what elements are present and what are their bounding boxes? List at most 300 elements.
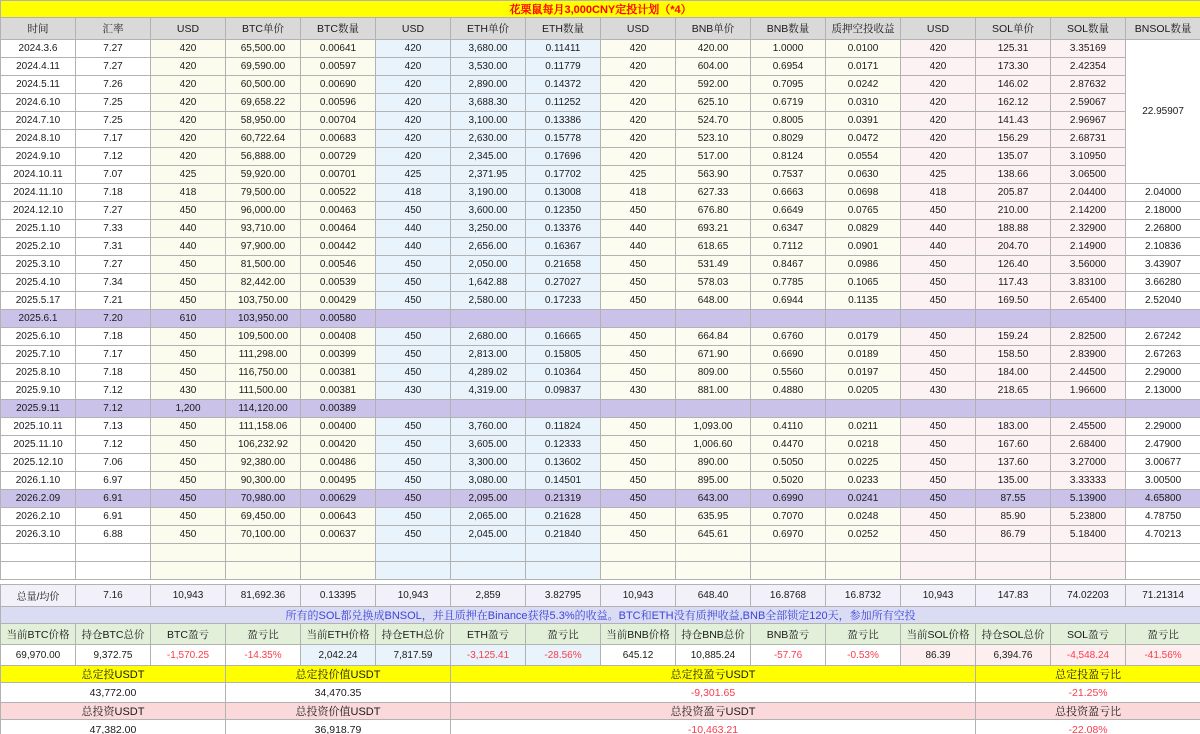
- data-cell[interactable]: 890.00: [676, 454, 751, 472]
- column-header-11[interactable]: 质押空投收益: [826, 18, 901, 40]
- data-cell[interactable]: 159.24: [976, 328, 1051, 346]
- data-cell[interactable]: 450: [151, 508, 226, 526]
- data-cell[interactable]: 3,600.00: [451, 202, 526, 220]
- data-cell[interactable]: 103,950.00: [226, 310, 301, 328]
- data-cell[interactable]: 0.6760: [751, 328, 826, 346]
- column-header-3[interactable]: BTC单价: [226, 18, 301, 40]
- data-cell[interactable]: 0.13376: [526, 220, 601, 238]
- data-cell[interactable]: 0.0252: [826, 526, 901, 544]
- investment-total-value[interactable]: -22.08%: [976, 720, 1200, 734]
- data-cell[interactable]: 450: [151, 328, 226, 346]
- dca-total-value[interactable]: 43,772.00: [1, 683, 226, 703]
- data-cell[interactable]: 188.88: [976, 220, 1051, 238]
- data-cell[interactable]: 517.00: [676, 148, 751, 166]
- data-cell[interactable]: 625.10: [676, 94, 751, 112]
- data-cell[interactable]: [826, 562, 901, 580]
- data-cell[interactable]: 92,380.00: [226, 454, 301, 472]
- data-cell[interactable]: 162.12: [976, 94, 1051, 112]
- data-cell[interactable]: 420: [901, 94, 976, 112]
- data-cell[interactable]: 0.7112: [751, 238, 826, 256]
- data-cell[interactable]: [676, 310, 751, 328]
- column-header-13[interactable]: SOL单价: [976, 18, 1051, 40]
- data-cell[interactable]: 1,006.60: [676, 436, 751, 454]
- data-cell[interactable]: [76, 544, 151, 562]
- data-cell[interactable]: 2.26800: [1126, 220, 1200, 238]
- date-cell[interactable]: 2025.6.10: [1, 328, 76, 346]
- data-cell[interactable]: [1051, 544, 1126, 562]
- data-cell[interactable]: 0.10364: [526, 364, 601, 382]
- summary-header-3[interactable]: 盈亏比: [226, 624, 301, 645]
- data-cell[interactable]: 450: [601, 472, 676, 490]
- data-cell[interactable]: 0.0179: [826, 328, 901, 346]
- date-cell[interactable]: 2024.3.6: [1, 40, 76, 58]
- data-cell[interactable]: 0.8467: [751, 256, 826, 274]
- data-cell[interactable]: 420: [376, 76, 451, 94]
- data-cell[interactable]: 0.6954: [751, 58, 826, 76]
- data-cell[interactable]: 440: [376, 220, 451, 238]
- summary-value[interactable]: 6,394.76: [976, 645, 1051, 666]
- data-cell[interactable]: 430: [151, 382, 226, 400]
- data-cell[interactable]: 450: [151, 346, 226, 364]
- data-cell[interactable]: 7.26: [76, 76, 151, 94]
- data-cell[interactable]: 0.4880: [751, 382, 826, 400]
- data-cell[interactable]: 3,605.00: [451, 436, 526, 454]
- data-cell[interactable]: 0.6690: [751, 346, 826, 364]
- totals-cell[interactable]: 7.16: [76, 585, 151, 607]
- data-cell[interactable]: 0.16665: [526, 328, 601, 346]
- data-cell[interactable]: 0.16367: [526, 238, 601, 256]
- data-cell[interactable]: 0.6663: [751, 184, 826, 202]
- data-cell[interactable]: 420: [151, 94, 226, 112]
- data-cell[interactable]: 183.00: [976, 418, 1051, 436]
- data-cell[interactable]: 2.96967: [1051, 112, 1126, 130]
- data-cell[interactable]: 2.45500: [1051, 418, 1126, 436]
- column-header-7[interactable]: ETH数量: [526, 18, 601, 40]
- dca-total-value[interactable]: -9,301.65: [451, 683, 976, 703]
- investment-total-header[interactable]: 总投资价值USDT: [226, 703, 451, 720]
- data-cell[interactable]: 3.56000: [1051, 256, 1126, 274]
- summary-header-0[interactable]: 当前BTC价格: [1, 624, 76, 645]
- data-cell[interactable]: 5.23800: [1051, 508, 1126, 526]
- data-cell[interactable]: 610: [151, 310, 226, 328]
- data-cell[interactable]: 82,442.00: [226, 274, 301, 292]
- data-cell[interactable]: 3,300.00: [451, 454, 526, 472]
- summary-header-4[interactable]: 当前ETH价格: [301, 624, 376, 645]
- data-cell[interactable]: 141.43: [976, 112, 1051, 130]
- data-cell[interactable]: [901, 310, 976, 328]
- summary-header-14[interactable]: SOL盈亏: [1051, 624, 1126, 645]
- data-cell[interactable]: 4,319.00: [451, 382, 526, 400]
- summary-value[interactable]: 9,372.75: [76, 645, 151, 666]
- data-cell[interactable]: 430: [601, 382, 676, 400]
- data-cell[interactable]: [1126, 544, 1200, 562]
- data-cell[interactable]: 420: [376, 130, 451, 148]
- data-cell[interactable]: 7.18: [76, 328, 151, 346]
- dca-total-value[interactable]: -21.25%: [976, 683, 1200, 703]
- data-cell[interactable]: 2.67263: [1126, 346, 1200, 364]
- data-cell[interactable]: 523.10: [676, 130, 751, 148]
- data-cell[interactable]: 0.4470: [751, 436, 826, 454]
- data-cell[interactable]: 450: [901, 526, 976, 544]
- data-cell[interactable]: 0.15778: [526, 130, 601, 148]
- data-cell[interactable]: [751, 400, 826, 418]
- data-cell[interactable]: 3,680.00: [451, 40, 526, 58]
- data-cell[interactable]: 7.17: [76, 130, 151, 148]
- data-cell[interactable]: 420: [601, 148, 676, 166]
- data-cell[interactable]: 450: [376, 526, 451, 544]
- data-cell[interactable]: 440: [601, 220, 676, 238]
- data-cell[interactable]: [376, 310, 451, 328]
- data-cell[interactable]: 2.14200: [1051, 202, 1126, 220]
- summary-header-1[interactable]: 持仓BTC总价: [76, 624, 151, 645]
- data-cell[interactable]: 2,371.95: [451, 166, 526, 184]
- data-cell[interactable]: 0.00399: [301, 346, 376, 364]
- data-cell[interactable]: 450: [901, 490, 976, 508]
- data-cell[interactable]: 205.87: [976, 184, 1051, 202]
- data-cell[interactable]: 7.12: [76, 382, 151, 400]
- data-cell[interactable]: 0.7070: [751, 508, 826, 526]
- data-cell[interactable]: 0.0698: [826, 184, 901, 202]
- summary-value[interactable]: -28.56%: [526, 645, 601, 666]
- summary-value[interactable]: 10,885.24: [676, 645, 751, 666]
- data-cell[interactable]: 0.00381: [301, 382, 376, 400]
- data-cell[interactable]: 7.20: [76, 310, 151, 328]
- data-cell[interactable]: 0.0171: [826, 58, 901, 76]
- data-cell[interactable]: 0.00429: [301, 292, 376, 310]
- data-cell[interactable]: 58,950.00: [226, 112, 301, 130]
- investment-total-value[interactable]: -10,463.21: [451, 720, 976, 734]
- data-cell[interactable]: [151, 562, 226, 580]
- data-cell[interactable]: 420: [376, 58, 451, 76]
- data-cell[interactable]: 169.50: [976, 292, 1051, 310]
- data-cell[interactable]: 3,190.00: [451, 184, 526, 202]
- data-cell[interactable]: 173.30: [976, 58, 1051, 76]
- data-cell[interactable]: 125.31: [976, 40, 1051, 58]
- data-cell[interactable]: 7.21: [76, 292, 151, 310]
- data-cell[interactable]: 7.18: [76, 184, 151, 202]
- totals-cell[interactable]: 0.13395: [301, 585, 376, 607]
- summary-value[interactable]: -57.76: [751, 645, 826, 666]
- date-cell[interactable]: 2025.8.10: [1, 364, 76, 382]
- data-cell[interactable]: 420: [601, 76, 676, 94]
- column-header-15[interactable]: BNSOL数量: [1126, 18, 1200, 40]
- data-cell[interactable]: 126.40: [976, 256, 1051, 274]
- data-cell[interactable]: 167.60: [976, 436, 1051, 454]
- date-cell[interactable]: 2025.5.17: [1, 292, 76, 310]
- data-cell[interactable]: 440: [601, 238, 676, 256]
- totals-cell[interactable]: 648.40: [676, 585, 751, 607]
- bnsol-merged-cell[interactable]: 22.95907: [1126, 40, 1200, 184]
- data-cell[interactable]: 0.0391: [826, 112, 901, 130]
- totals-cell[interactable]: 147.83: [976, 585, 1051, 607]
- column-header-12[interactable]: USD: [901, 18, 976, 40]
- data-cell[interactable]: 0.5050: [751, 454, 826, 472]
- data-cell[interactable]: 2.47900: [1126, 436, 1200, 454]
- data-cell[interactable]: 450: [901, 274, 976, 292]
- data-cell[interactable]: 0.0472: [826, 130, 901, 148]
- data-cell[interactable]: 3.33333: [1051, 472, 1126, 490]
- summary-header-7[interactable]: 盈亏比: [526, 624, 601, 645]
- data-cell[interactable]: 0.6944: [751, 292, 826, 310]
- data-cell[interactable]: 420: [901, 130, 976, 148]
- date-cell[interactable]: 2025.9.10: [1, 382, 76, 400]
- data-cell[interactable]: 2.04000: [1126, 184, 1200, 202]
- data-cell[interactable]: 0.7095: [751, 76, 826, 94]
- data-cell[interactable]: 420.00: [676, 40, 751, 58]
- data-cell[interactable]: 3.35169: [1051, 40, 1126, 58]
- data-cell[interactable]: 0.14372: [526, 76, 601, 94]
- data-cell[interactable]: 56,888.00: [226, 148, 301, 166]
- data-cell[interactable]: 1.96600: [1051, 382, 1126, 400]
- data-cell[interactable]: 0.09837: [526, 382, 601, 400]
- data-cell[interactable]: 2,580.00: [451, 292, 526, 310]
- data-cell[interactable]: 79,500.00: [226, 184, 301, 202]
- data-cell[interactable]: 0.00701: [301, 166, 376, 184]
- data-cell[interactable]: [751, 544, 826, 562]
- data-cell[interactable]: 420: [151, 76, 226, 94]
- data-cell[interactable]: 1,200: [151, 400, 226, 418]
- data-cell[interactable]: 0.00641: [301, 40, 376, 58]
- data-cell[interactable]: [901, 400, 976, 418]
- data-cell[interactable]: 450: [376, 346, 451, 364]
- data-cell[interactable]: 420: [151, 58, 226, 76]
- data-cell[interactable]: 135.00: [976, 472, 1051, 490]
- date-cell[interactable]: 2026.2.10: [1, 508, 76, 526]
- data-cell[interactable]: 0.1135: [826, 292, 901, 310]
- data-cell[interactable]: [676, 562, 751, 580]
- data-cell[interactable]: 420: [376, 112, 451, 130]
- data-cell[interactable]: 420: [151, 148, 226, 166]
- data-cell[interactable]: [601, 400, 676, 418]
- summary-header-8[interactable]: 当前BNB价格: [601, 624, 676, 645]
- data-cell[interactable]: 0.00729: [301, 148, 376, 166]
- data-cell[interactable]: [976, 544, 1051, 562]
- data-cell[interactable]: 0.00408: [301, 328, 376, 346]
- data-cell[interactable]: 2.52040: [1126, 292, 1200, 310]
- totals-cell[interactable]: 74.02203: [1051, 585, 1126, 607]
- data-cell[interactable]: 184.00: [976, 364, 1051, 382]
- data-cell[interactable]: 2.67242: [1126, 328, 1200, 346]
- data-cell[interactable]: [1126, 400, 1200, 418]
- data-cell[interactable]: 0.0765: [826, 202, 901, 220]
- data-cell[interactable]: 3,688.30: [451, 94, 526, 112]
- column-header-4[interactable]: BTC数量: [301, 18, 376, 40]
- data-cell[interactable]: 450: [901, 328, 976, 346]
- data-cell[interactable]: 1.0000: [751, 40, 826, 58]
- data-cell[interactable]: [526, 310, 601, 328]
- data-cell[interactable]: 430: [901, 382, 976, 400]
- data-cell[interactable]: [451, 400, 526, 418]
- data-cell[interactable]: [376, 562, 451, 580]
- data-cell[interactable]: 2,045.00: [451, 526, 526, 544]
- data-cell[interactable]: [751, 310, 826, 328]
- data-cell[interactable]: 0.00495: [301, 472, 376, 490]
- data-cell[interactable]: 0.21658: [526, 256, 601, 274]
- data-cell[interactable]: 7.07: [76, 166, 151, 184]
- summary-header-10[interactable]: BNB盈亏: [751, 624, 826, 645]
- data-cell[interactable]: 450: [151, 490, 226, 508]
- data-cell[interactable]: 3.66280: [1126, 274, 1200, 292]
- data-cell[interactable]: 87.55: [976, 490, 1051, 508]
- date-cell[interactable]: 2024.7.10: [1, 112, 76, 130]
- data-cell[interactable]: 440: [901, 238, 976, 256]
- date-cell[interactable]: 2024.8.10: [1, 130, 76, 148]
- data-cell[interactable]: 117.43: [976, 274, 1051, 292]
- data-cell[interactable]: 440: [151, 238, 226, 256]
- data-cell[interactable]: 4.78750: [1126, 508, 1200, 526]
- data-cell[interactable]: 450: [376, 292, 451, 310]
- data-cell[interactable]: 881.00: [676, 382, 751, 400]
- data-cell[interactable]: [601, 562, 676, 580]
- data-cell[interactable]: 524.70: [676, 112, 751, 130]
- data-cell[interactable]: 0.0242: [826, 76, 901, 94]
- data-cell[interactable]: 156.29: [976, 130, 1051, 148]
- data-cell[interactable]: 450: [601, 418, 676, 436]
- data-cell[interactable]: 0.00442: [301, 238, 376, 256]
- data-cell[interactable]: 2.29000: [1126, 418, 1200, 436]
- date-cell[interactable]: 2026.3.10: [1, 526, 76, 544]
- data-cell[interactable]: 0.12350: [526, 202, 601, 220]
- data-cell[interactable]: 7.27: [76, 58, 151, 76]
- data-cell[interactable]: 450: [376, 328, 451, 346]
- data-cell[interactable]: 0.0554: [826, 148, 901, 166]
- data-cell[interactable]: 420: [901, 148, 976, 166]
- data-cell[interactable]: 0.8124: [751, 148, 826, 166]
- data-cell[interactable]: [376, 400, 451, 418]
- data-cell[interactable]: 450: [601, 364, 676, 382]
- data-cell[interactable]: 425: [376, 166, 451, 184]
- data-cell[interactable]: 218.65: [976, 382, 1051, 400]
- date-cell[interactable]: [1, 562, 76, 580]
- summary-header-11[interactable]: 盈亏比: [826, 624, 901, 645]
- data-cell[interactable]: [826, 544, 901, 562]
- date-cell[interactable]: 2025.10.11: [1, 418, 76, 436]
- data-cell[interactable]: 4.65800: [1126, 490, 1200, 508]
- data-cell[interactable]: [376, 544, 451, 562]
- date-cell[interactable]: 2025.2.10: [1, 238, 76, 256]
- data-cell[interactable]: 0.7785: [751, 274, 826, 292]
- data-cell[interactable]: 420: [601, 94, 676, 112]
- data-cell[interactable]: 450: [901, 346, 976, 364]
- data-cell[interactable]: 7.12: [76, 400, 151, 418]
- data-cell[interactable]: 0.00522: [301, 184, 376, 202]
- investment-total-header[interactable]: 总投资盈亏比: [976, 703, 1200, 720]
- data-cell[interactable]: 450: [151, 364, 226, 382]
- data-cell[interactable]: 0.0829: [826, 220, 901, 238]
- data-cell[interactable]: 60,500.00: [226, 76, 301, 94]
- data-cell[interactable]: [901, 544, 976, 562]
- data-cell[interactable]: 450: [601, 256, 676, 274]
- data-cell[interactable]: 59,920.00: [226, 166, 301, 184]
- data-cell[interactable]: 450: [601, 346, 676, 364]
- data-cell[interactable]: 0.00704: [301, 112, 376, 130]
- data-cell[interactable]: 2.10836: [1126, 238, 1200, 256]
- data-cell[interactable]: 430: [376, 382, 451, 400]
- data-cell[interactable]: [451, 310, 526, 328]
- data-cell[interactable]: 0.00464: [301, 220, 376, 238]
- date-cell[interactable]: 2024.5.11: [1, 76, 76, 94]
- data-cell[interactable]: 0.13008: [526, 184, 601, 202]
- data-cell[interactable]: 3.10950: [1051, 148, 1126, 166]
- data-cell[interactable]: 0.5020: [751, 472, 826, 490]
- data-cell[interactable]: 2.14900: [1051, 238, 1126, 256]
- date-cell[interactable]: 2025.3.10: [1, 256, 76, 274]
- data-cell[interactable]: 0.0233: [826, 472, 901, 490]
- data-cell[interactable]: 0.0205: [826, 382, 901, 400]
- data-cell[interactable]: [526, 400, 601, 418]
- data-cell[interactable]: 450: [151, 202, 226, 220]
- data-cell[interactable]: 0.0218: [826, 436, 901, 454]
- data-cell[interactable]: 420: [601, 112, 676, 130]
- data-cell[interactable]: 450: [901, 436, 976, 454]
- data-cell[interactable]: 450: [601, 274, 676, 292]
- data-cell[interactable]: 0.0189: [826, 346, 901, 364]
- summary-header-6[interactable]: ETH盈亏: [451, 624, 526, 645]
- data-cell[interactable]: [76, 562, 151, 580]
- investment-total-value[interactable]: 47,382.00: [1, 720, 226, 734]
- data-cell[interactable]: [1051, 562, 1126, 580]
- summary-value[interactable]: 69,970.00: [1, 645, 76, 666]
- data-cell[interactable]: 6.97: [76, 472, 151, 490]
- data-cell[interactable]: 450: [601, 292, 676, 310]
- data-cell[interactable]: 627.33: [676, 184, 751, 202]
- column-header-5[interactable]: USD: [376, 18, 451, 40]
- data-cell[interactable]: 3.00500: [1126, 472, 1200, 490]
- data-cell[interactable]: 2.29000: [1126, 364, 1200, 382]
- data-cell[interactable]: 0.00580: [301, 310, 376, 328]
- data-cell[interactable]: 5.18400: [1051, 526, 1126, 544]
- summary-header-5[interactable]: 持仓ETH总价: [376, 624, 451, 645]
- totals-cell[interactable]: 10,943: [901, 585, 976, 607]
- data-cell[interactable]: [676, 544, 751, 562]
- data-cell[interactable]: 420: [901, 58, 976, 76]
- data-cell[interactable]: 0.11411: [526, 40, 601, 58]
- data-cell[interactable]: 0.6970: [751, 526, 826, 544]
- summary-header-13[interactable]: 持仓SOL总价: [976, 624, 1051, 645]
- data-cell[interactable]: 0.11779: [526, 58, 601, 76]
- data-cell[interactable]: 135.07: [976, 148, 1051, 166]
- data-cell[interactable]: 0.0630: [826, 166, 901, 184]
- data-cell[interactable]: 450: [601, 454, 676, 472]
- summary-header-9[interactable]: 持仓BNB总价: [676, 624, 751, 645]
- data-cell[interactable]: 450: [601, 328, 676, 346]
- data-cell[interactable]: 0.6719: [751, 94, 826, 112]
- data-cell[interactable]: 450: [601, 490, 676, 508]
- data-cell[interactable]: 418: [151, 184, 226, 202]
- data-cell[interactable]: 5.13900: [1051, 490, 1126, 508]
- column-header-6[interactable]: ETH单价: [451, 18, 526, 40]
- column-header-9[interactable]: BNB单价: [676, 18, 751, 40]
- totals-cell[interactable]: 2,859: [451, 585, 526, 607]
- data-cell[interactable]: 138.66: [976, 166, 1051, 184]
- column-header-8[interactable]: USD: [601, 18, 676, 40]
- data-cell[interactable]: 93,710.00: [226, 220, 301, 238]
- data-cell[interactable]: 450: [376, 274, 451, 292]
- data-cell[interactable]: 3.83100: [1051, 274, 1126, 292]
- column-header-2[interactable]: USD: [151, 18, 226, 40]
- data-cell[interactable]: 671.90: [676, 346, 751, 364]
- data-cell[interactable]: 450: [151, 256, 226, 274]
- data-cell[interactable]: 0.0901: [826, 238, 901, 256]
- data-cell[interactable]: 440: [151, 220, 226, 238]
- data-cell[interactable]: 0.00596: [301, 94, 376, 112]
- dca-total-header[interactable]: 总定投盈亏USDT: [451, 666, 976, 683]
- data-cell[interactable]: 0.0241: [826, 490, 901, 508]
- data-cell[interactable]: 450: [151, 436, 226, 454]
- data-cell[interactable]: 450: [901, 472, 976, 490]
- data-cell[interactable]: 420: [376, 148, 451, 166]
- data-cell[interactable]: 531.49: [676, 256, 751, 274]
